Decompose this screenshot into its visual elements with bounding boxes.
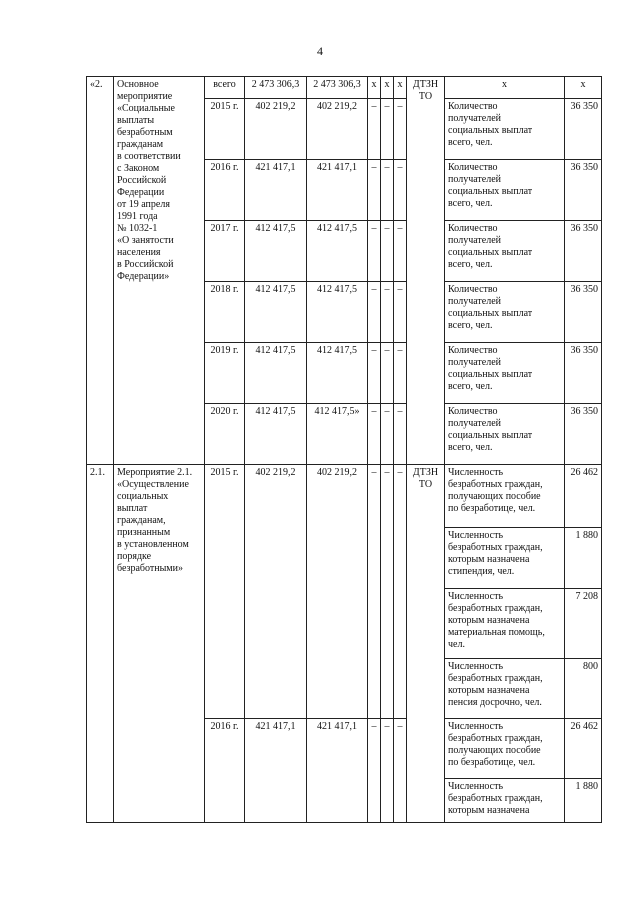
indicator-value: 1 880	[565, 528, 602, 589]
funding-dash: –	[381, 160, 394, 221]
funding-dash: –	[368, 99, 381, 160]
indicator-text: Численность безработных граждан, получающих пособие по безработице, чел.	[445, 465, 565, 528]
funding-dash: –	[381, 465, 394, 719]
funding-dash: –	[381, 99, 394, 160]
funding-regional: 402 219,2	[307, 465, 368, 719]
funding-dash: –	[368, 160, 381, 221]
funding-total: 402 219,2	[245, 99, 307, 160]
indicator-value: 1 880	[565, 779, 602, 823]
funding-regional: 402 219,2	[307, 99, 368, 160]
indicator-value: 26 462	[565, 719, 602, 779]
year-cell: 2018 г.	[205, 282, 245, 343]
year-cell: 2016 г.	[205, 719, 245, 823]
row-number: 2.1.	[87, 465, 114, 823]
indicator-value: 36 350	[565, 282, 602, 343]
indicator-value: 36 350	[565, 404, 602, 465]
funding-total: 412 417,5	[245, 282, 307, 343]
indicator-value: 36 350	[565, 221, 602, 282]
indicator-text: Количество получателей социальных выплат всего, чел.	[445, 221, 565, 282]
indicator-text: Количество получателей социальных выплат всего, чел.	[445, 99, 565, 160]
indicator-x: х	[445, 77, 565, 99]
funding-regional: 412 417,5	[307, 282, 368, 343]
funding-dash: –	[368, 221, 381, 282]
indicator-value: 36 350	[565, 99, 602, 160]
indicator-value: 26 462	[565, 465, 602, 528]
funding-dash: –	[381, 343, 394, 404]
executor: ДТЗН ТО	[407, 77, 445, 465]
year-cell: всего	[205, 77, 245, 99]
indicator-text: Численность безработных граждан, которым назначена материальная помощь, чел.	[445, 589, 565, 659]
indicator-text: Численность безработных граждан, которым назначена стипендия, чел.	[445, 528, 565, 589]
funding-dash: –	[368, 404, 381, 465]
funding-x: х	[368, 77, 381, 99]
indicator-text: Численность безработных граждан, получающих пособие по безработице, чел.	[445, 719, 565, 779]
funding-regional: 2 473 306,3	[307, 77, 368, 99]
executor: ДТЗН ТО	[407, 465, 445, 823]
year-cell: 2020 г.	[205, 404, 245, 465]
funding-total: 421 417,1	[245, 719, 307, 823]
funding-total: 402 219,2	[245, 465, 307, 719]
year-cell: 2017 г.	[205, 221, 245, 282]
funding-x: х	[394, 77, 407, 99]
indicator-text: Численность безработных граждан, которым назначена	[445, 779, 565, 823]
funding-dash: –	[368, 465, 381, 719]
page-number: 4	[317, 44, 323, 58]
indicator-value: 7 208	[565, 589, 602, 659]
funding-total: 421 417,1	[245, 160, 307, 221]
value-x: х	[565, 77, 602, 99]
activity-title: Основное мероприятие «Социальные выплаты безработным гражданам в соответствии с Законом Российской Федерации от 19 апреля 1991 года № 1032-1 «О занятости населения в Российской Федерации»	[114, 77, 205, 465]
funding-regional: 412 417,5	[307, 343, 368, 404]
table-row	[87, 465, 602, 528]
funding-dash: –	[368, 343, 381, 404]
funding-x: х	[381, 77, 394, 99]
table-row	[87, 77, 602, 99]
funding-total: 412 417,5	[245, 404, 307, 465]
indicator-text: Количество получателей социальных выплат всего, чел.	[445, 160, 565, 221]
indicator-text: Количество получателей социальных выплат всего, чел.	[445, 404, 565, 465]
indicator-value: 36 350	[565, 343, 602, 404]
year-cell: 2016 г.	[205, 160, 245, 221]
funding-dash: –	[368, 282, 381, 343]
funding-regional: 412 417,5»	[307, 404, 368, 465]
funding-dash: –	[381, 719, 394, 823]
funding-regional: 421 417,1	[307, 719, 368, 823]
activity-title: Мероприятие 2.1. «Осуществление социальных выплат гражданам, признанным в установленном порядке безработными»	[114, 465, 205, 823]
indicator-text: Численность безработных граждан, которым назначена пенсия досрочно, чел.	[445, 659, 565, 719]
funding-regional: 421 417,1	[307, 160, 368, 221]
indicator-text: Количество получателей социальных выплат всего, чел.	[445, 343, 565, 404]
funding-total: 412 417,5	[245, 221, 307, 282]
program-table	[86, 76, 602, 823]
indicator-value: 800	[565, 659, 602, 719]
indicator-value: 36 350	[565, 160, 602, 221]
indicator-text: Количество получателей социальных выплат всего, чел.	[445, 282, 565, 343]
funding-dash: –	[381, 404, 394, 465]
funding-dash: –	[394, 282, 407, 343]
year-cell: 2015 г.	[205, 465, 245, 719]
funding-dash: –	[394, 465, 407, 719]
funding-dash: –	[381, 221, 394, 282]
funding-regional: 412 417,5	[307, 221, 368, 282]
funding-dash: –	[394, 719, 407, 823]
funding-dash: –	[394, 99, 407, 160]
funding-dash: –	[394, 221, 407, 282]
year-cell: 2019 г.	[205, 343, 245, 404]
funding-dash: –	[394, 343, 407, 404]
funding-dash: –	[368, 719, 381, 823]
funding-total: 412 417,5	[245, 343, 307, 404]
funding-dash: –	[381, 282, 394, 343]
year-cell: 2015 г.	[205, 99, 245, 160]
funding-dash: –	[394, 160, 407, 221]
row-number: «2.	[87, 77, 114, 465]
funding-total: 2 473 306,3	[245, 77, 307, 99]
funding-dash: –	[394, 404, 407, 465]
